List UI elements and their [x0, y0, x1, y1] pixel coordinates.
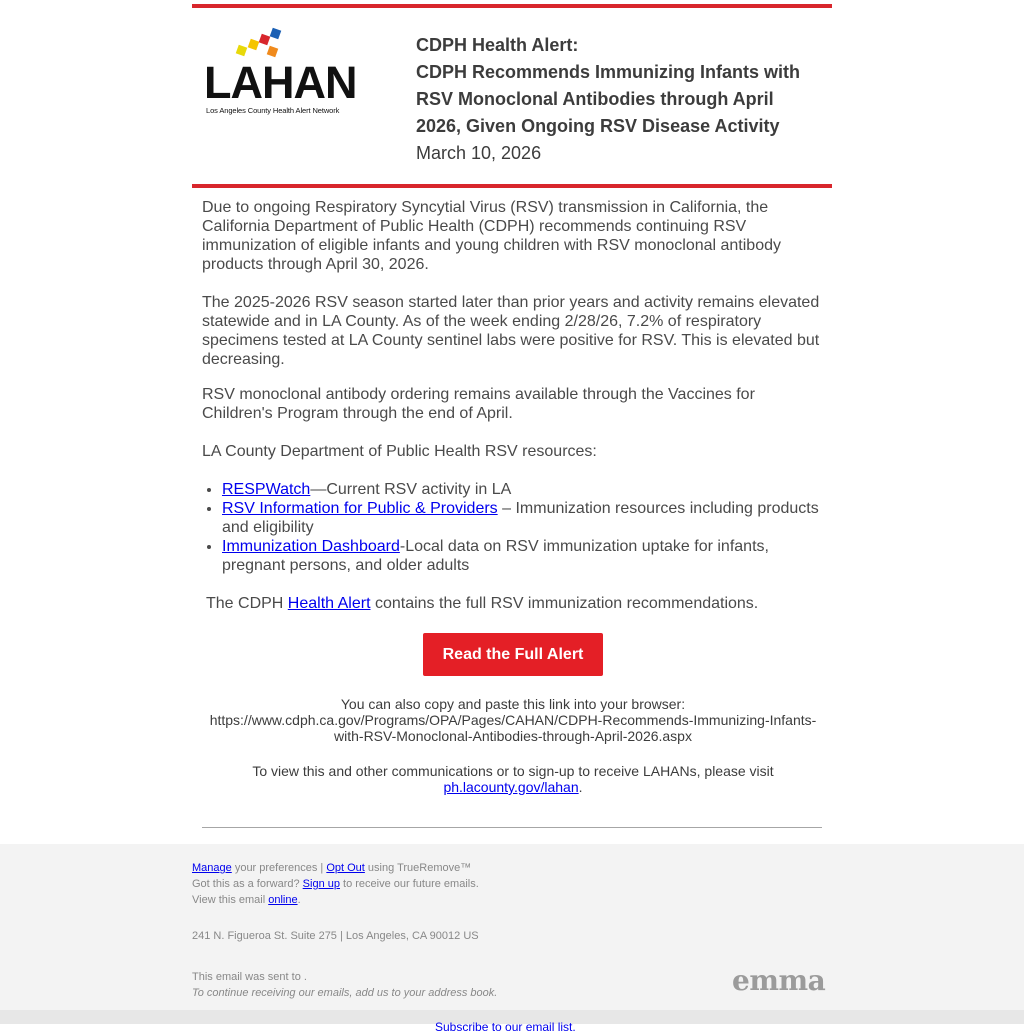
- list-item: • Immunization Dashboard-Local data on RSV immunization uptake for infants, pregnant persons, and older adults: [222, 537, 824, 575]
- cta-wrap: [202, 633, 824, 676]
- paragraph-intro: Due to ongoing Respiratory Syncytial Virus (RSV) transmission in California, the California Department of Public Health (CDPH) recommends continuing RSV immunization of eligible infants and young children with RSV monoclonal antibody products through April 30, 2026.: [202, 199, 781, 273]
- alert-label: CDPH Health Alert:: [416, 35, 579, 55]
- opt-out-link[interactable]: Opt Out: [326, 862, 365, 874]
- read-full-alert-button[interactable]: Read the Full Alert: [423, 633, 604, 676]
- list-item: • RSV Information for Public & Providers – Immunization resources including products and eligibility: [222, 499, 824, 537]
- subscribe-link[interactable]: Subscribe to our email list.: [435, 1020, 576, 1034]
- address-book-note: To continue receiving our emails, add us to your address book.: [192, 987, 498, 999]
- manage-link[interactable]: Manage: [192, 862, 232, 874]
- alert-header: [192, 8, 832, 184]
- copy-link-block: [202, 696, 824, 744]
- list-item: • RESPWatch—Current RSV activity in LA: [222, 480, 824, 499]
- lahan-signup-link[interactable]: ph.lacounty.gov/lahan: [443, 779, 579, 795]
- alert-url: https://www.cdph.ca.gov/Programs/OPA/Pages/CAHAN/CDPH-Recommends-Immunizing-Infants-with-RSV-Monoclonal-Antibodies-through-April-2026.aspx: [209, 712, 817, 744]
- lahan-logo: [204, 32, 364, 115]
- logo-subtitle: Los Angeles County Health Alert Network: [206, 106, 340, 115]
- resource-list: [202, 480, 824, 575]
- bottom-red-rule: [192, 184, 832, 188]
- health-alert-link[interactable]: Health Alert: [287, 595, 371, 612]
- email-footer: [0, 844, 1024, 1010]
- logo-text: LAHAN: [204, 57, 357, 108]
- bottom-strip: [0, 1010, 1024, 1034]
- sent-to-line: This email was sent to .: [192, 971, 307, 983]
- email-body: [202, 198, 824, 795]
- respwatch-link[interactable]: RESPWatch: [222, 481, 311, 498]
- signup-block: To view this and other communications or to sign-up to receive LAHANs, please visit ph.lacounty.gov/lahan.: [252, 763, 774, 795]
- emma-logo: emma: [732, 964, 826, 997]
- alert-title-block: [416, 32, 816, 167]
- immunization-dashboard-link[interactable]: Immunization Dashboard: [222, 538, 400, 555]
- view-online-line: View this email online.: [192, 894, 301, 906]
- signup-link[interactable]: Sign up: [302, 878, 340, 890]
- copy-link-text: You can also copy and paste this link into your browser:: [340, 696, 686, 712]
- rsv-info-link[interactable]: RSV Information for Public & Providers: [222, 500, 498, 517]
- paragraph-ordering: RSV monoclonal antibody ordering remains available through the Vaccines for Children's Program through the end of April.: [202, 386, 755, 422]
- paragraph-resources-intro: LA County Department of Public Health RSV resources:: [202, 443, 597, 460]
- preferences-line: Manage your preferences | Opt Out using TrueRemove™: [192, 862, 472, 874]
- forward-line: Got this as a forward? Sign up to receive our future emails.: [192, 878, 479, 890]
- mailing-address: 241 N. Figueroa St. Suite 275 | Los Angeles, CA 90012 US: [192, 930, 479, 942]
- alert-title: CDPH Recommends Immunizing Infants with RSV Monoclonal Antibodies through April 2026, Given Ongoing RSV Disease Activity: [416, 62, 801, 136]
- view-online-link[interactable]: online: [268, 894, 298, 906]
- footer-divider: [202, 827, 822, 828]
- paragraph-season: The 2025-2026 RSV season started later than prior years and activity remains elevated statewide and in LA County. As of the week ending 2/28/26, 7.2% of respiratory specimens tested at LA County sentinel labs were positive for RSV. This is elevated but decreasing.: [202, 294, 820, 368]
- paragraph-health-alert: The CDPH Health Alert contains the full RSV immunization recommendations.: [206, 595, 759, 612]
- alert-date: March 10, 2026: [416, 143, 542, 163]
